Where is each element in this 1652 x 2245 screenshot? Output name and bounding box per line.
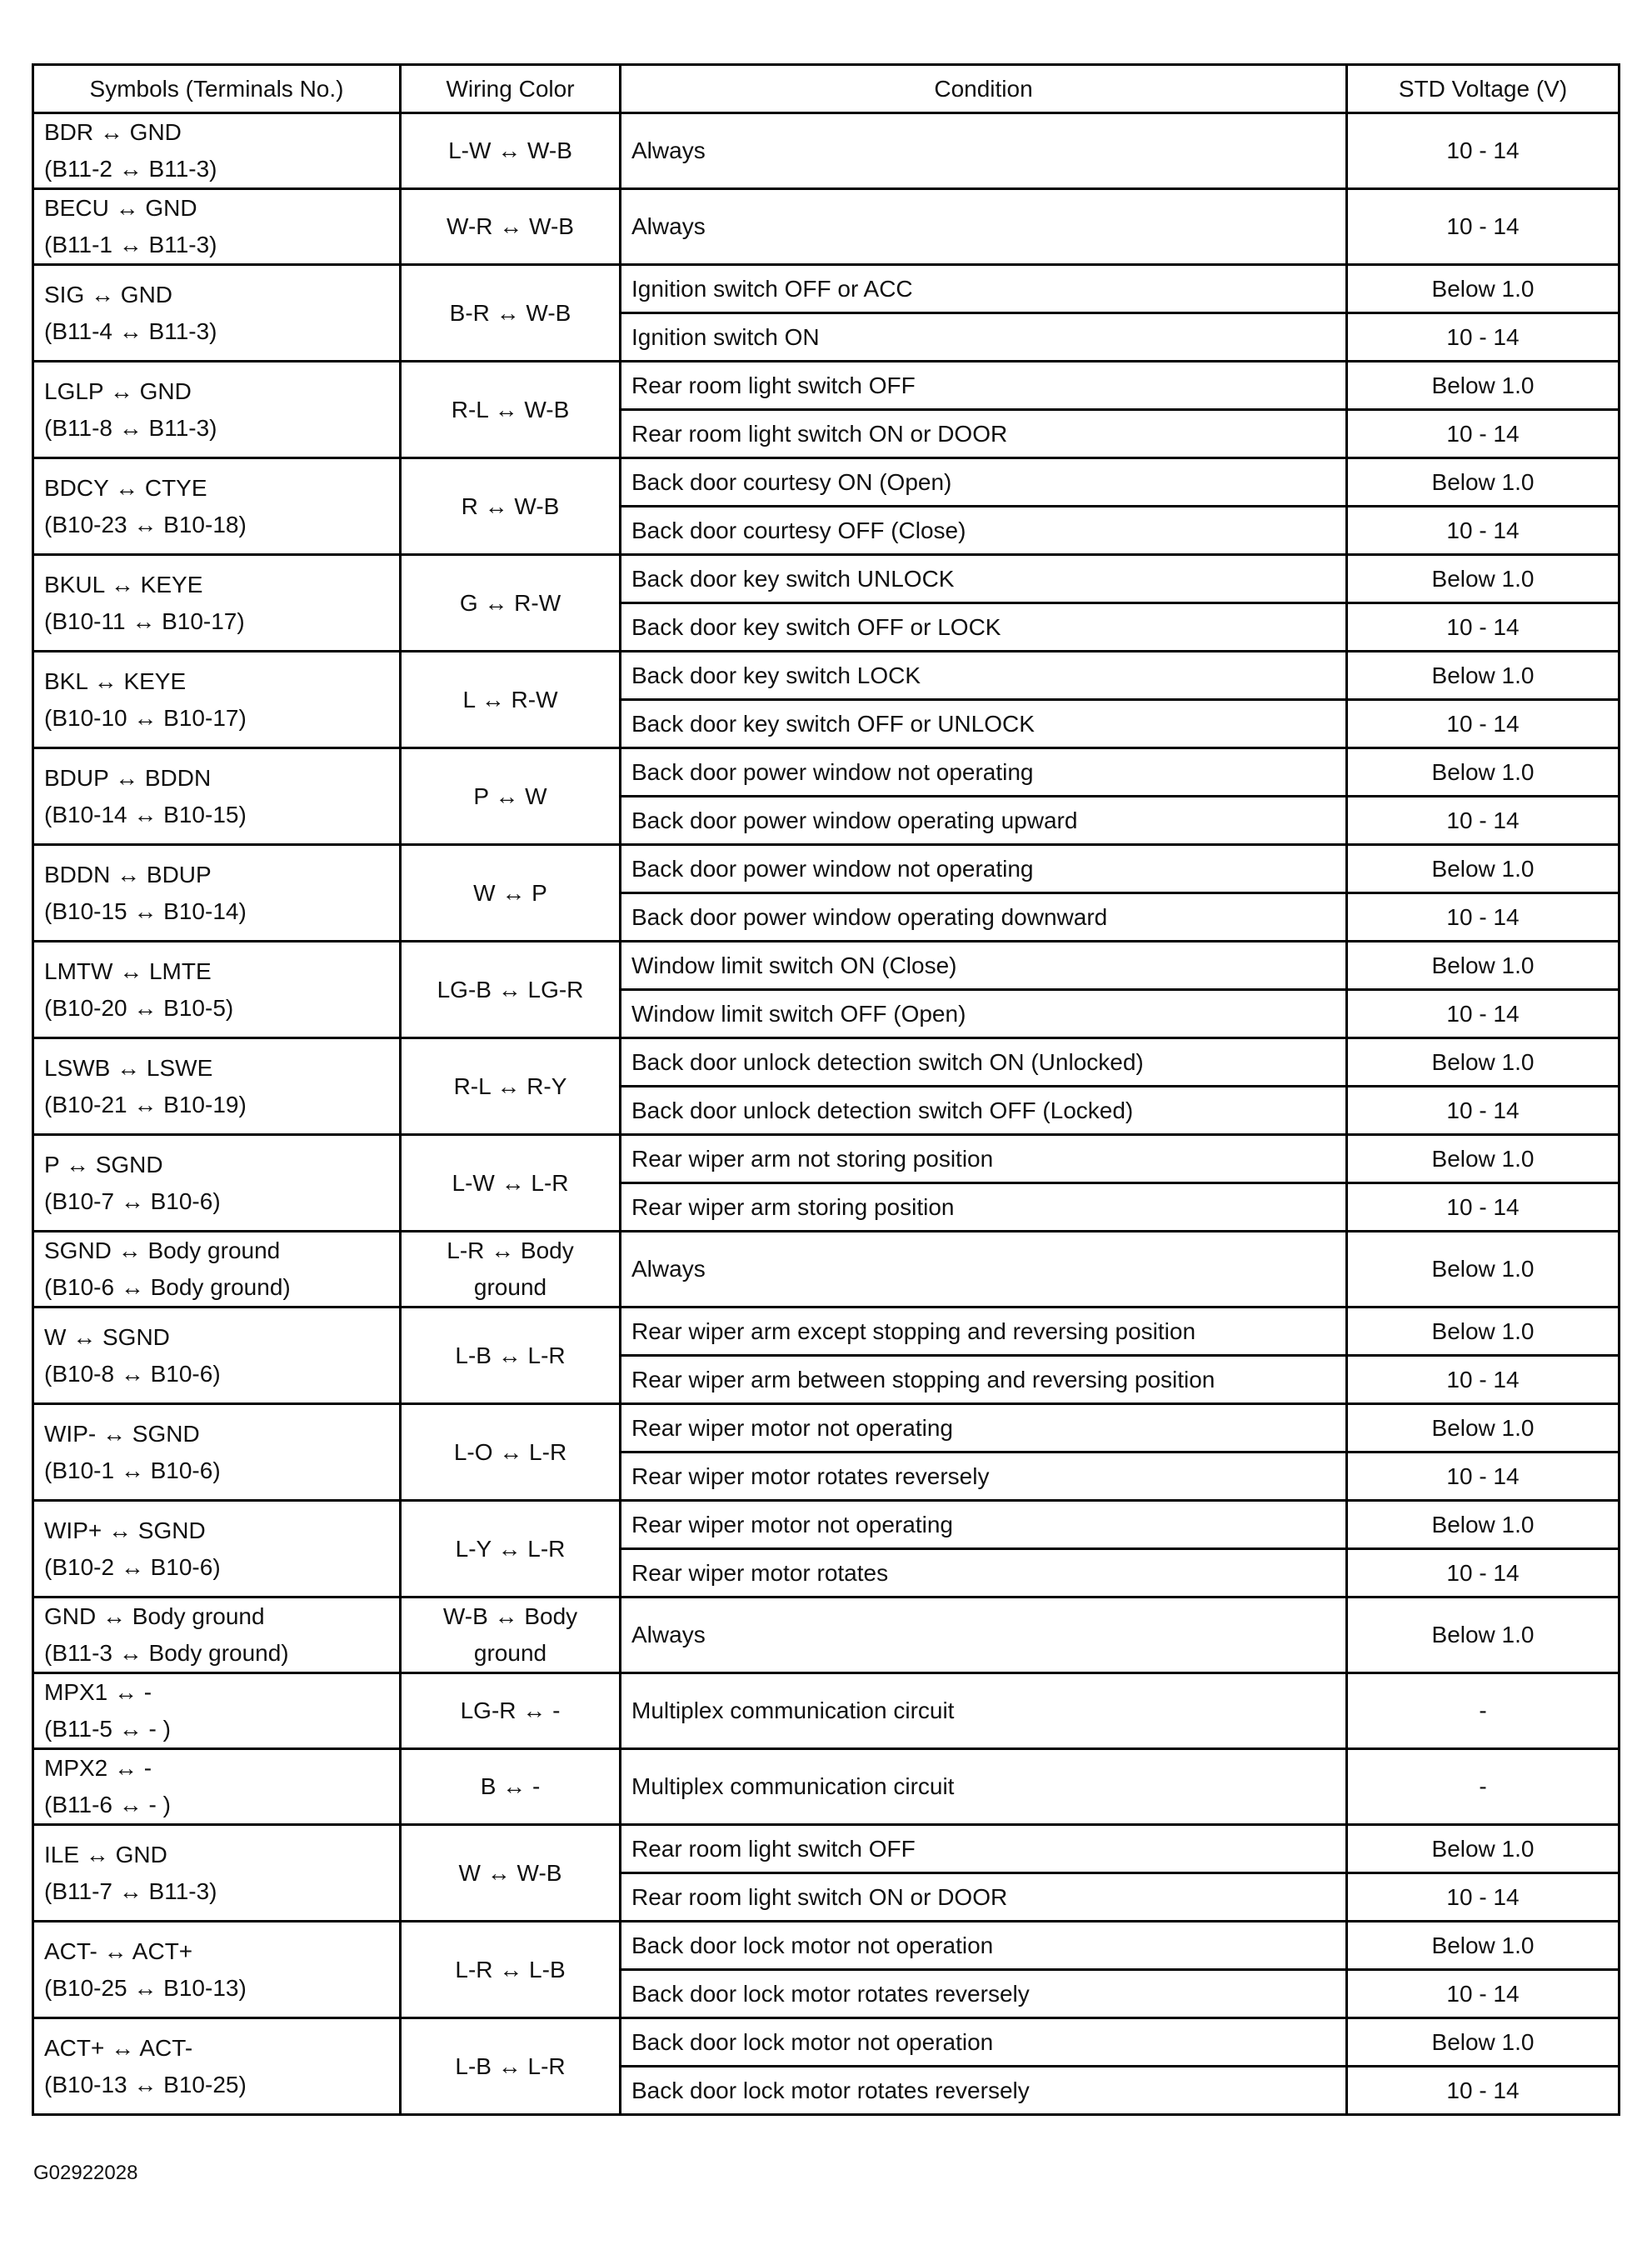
condition-cell: Back door power window not operating	[621, 845, 1347, 893]
condition-cell: Rear wiper motor not operating	[621, 1501, 1347, 1549]
table-row	[33, 113, 1620, 189]
wiring-color: W ↔ P	[473, 879, 547, 906]
wiring-color: W ↔ W-B	[458, 1859, 562, 1886]
wiring-color-cell	[401, 1038, 621, 1135]
symbol-name: ACT- ↔ ACT+	[44, 1938, 193, 1964]
table-row	[33, 652, 1620, 700]
std-voltage-cell: Below 1.0	[1347, 1922, 1620, 1970]
symbol-name: MPX2 ↔ -	[44, 1755, 152, 1781]
wiring-color-cell	[401, 1232, 621, 1308]
wiring-color: W-B ↔ Body	[442, 1603, 578, 1629]
terminal-numbers: (B11-2 ↔ B11-3)	[44, 156, 217, 182]
symbol-cell	[33, 113, 401, 189]
table-row	[33, 1501, 1620, 1549]
condition-cell: Back door courtesy ON (Open)	[621, 458, 1347, 507]
wiring-color-continued: ground	[473, 1274, 547, 1300]
table-row	[33, 555, 1620, 603]
wiring-color-cell	[401, 2018, 621, 2115]
symbol-name: BDCY ↔ CTYE	[44, 474, 207, 501]
condition-cell: Rear wiper motor rotates	[621, 1549, 1347, 1598]
table-body	[33, 113, 1620, 2115]
wiring-color-cell	[401, 845, 621, 942]
wiring-color: L-R ↔ L-B	[455, 1956, 566, 1982]
terminal-numbers: (B11-7 ↔ B11-3)	[44, 1878, 217, 1904]
symbol-cell	[33, 1038, 401, 1135]
wiring-color: L-R ↔ Body	[447, 1238, 574, 1263]
figure-id: G02922028	[33, 2162, 138, 2184]
std-voltage-cell: Below 1.0	[1347, 1308, 1620, 1356]
condition-cell: Rear wiper arm storing position	[621, 1183, 1347, 1232]
std-voltage-cell: Below 1.0	[1347, 942, 1620, 990]
header-row	[33, 65, 1620, 113]
std-voltage-cell: 10 - 14	[1347, 507, 1620, 555]
terminal-numbers: (B10-10 ↔ B10-17)	[44, 704, 247, 731]
std-voltage-cell: -	[1347, 1673, 1620, 1749]
terminal-numbers: (B11-1 ↔ B11-3)	[44, 232, 217, 258]
std-voltage-cell: Below 1.0	[1347, 555, 1620, 603]
symbol-name: BECU ↔ GND	[44, 195, 197, 221]
condition-cell: Rear wiper motor rotates reversely	[621, 1452, 1347, 1501]
wiring-color-cell	[401, 189, 621, 265]
std-voltage-cell: Below 1.0	[1347, 652, 1620, 700]
std-voltage-cell: -	[1347, 1749, 1620, 1825]
condition-cell: Back door key switch LOCK	[621, 652, 1347, 700]
condition-cell: Back door power window operating downward	[621, 893, 1347, 942]
std-voltage-cell: 10 - 14	[1347, 410, 1620, 458]
std-voltage-cell: Below 1.0	[1347, 2018, 1620, 2067]
header-wiring-color: Wiring Color	[401, 65, 621, 113]
symbol-name: WIP- ↔ SGND	[44, 1420, 200, 1447]
wiring-color: L-W ↔ L-R	[452, 1169, 569, 1196]
wiring-color-cell	[401, 1501, 621, 1598]
std-voltage-cell: 10 - 14	[1347, 113, 1620, 189]
wiring-color: R ↔ W-B	[461, 492, 560, 519]
condition-cell: Back door lock motor not operation	[621, 1922, 1347, 1970]
wiring-color: L-B ↔ L-R	[455, 1342, 566, 1368]
symbol-cell	[33, 362, 401, 458]
terminal-numbers: (B10-1 ↔ B10-6)	[44, 1457, 221, 1483]
condition-cell: Rear wiper arm except stopping and reversing position	[621, 1308, 1347, 1356]
symbol-cell	[33, 189, 401, 265]
std-voltage-cell: 10 - 14	[1347, 189, 1620, 265]
table-row	[33, 1135, 1620, 1183]
wiring-color-cell	[401, 1825, 621, 1922]
condition-cell: Rear wiper arm not storing position	[621, 1135, 1347, 1183]
wiring-color: B-R ↔ W-B	[449, 299, 571, 326]
std-voltage-cell: Below 1.0	[1347, 845, 1620, 893]
terminal-numbers: (B10-20 ↔ B10-5)	[44, 994, 234, 1021]
symbol-cell	[33, 2018, 401, 2115]
symbol-name: SGND ↔ Body ground	[44, 1238, 281, 1263]
condition-cell: Multiplex communication circuit	[621, 1749, 1347, 1825]
header-condition: Condition	[621, 65, 1347, 113]
wiring-color: R-L ↔ W-B	[451, 396, 570, 422]
std-voltage-cell: 10 - 14	[1347, 2067, 1620, 2115]
condition-cell: Rear room light switch ON or DOOR	[621, 410, 1347, 458]
wiring-color: G ↔ R-W	[459, 589, 561, 616]
terminal-numbers: (B10-11 ↔ B10-17)	[44, 608, 245, 634]
condition-cell: Rear room light switch OFF	[621, 1825, 1347, 1873]
condition-cell: Back door lock motor rotates reversely	[621, 1970, 1347, 2018]
std-voltage-cell: Below 1.0	[1347, 748, 1620, 797]
condition-cell: Window limit switch OFF (Open)	[621, 990, 1347, 1038]
std-voltage-cell: 10 - 14	[1347, 1087, 1620, 1135]
std-voltage-cell: 10 - 14	[1347, 797, 1620, 845]
terminal-numbers: (B10-21 ↔ B10-19)	[44, 1091, 247, 1118]
symbol-name: LGLP ↔ GND	[44, 378, 192, 404]
header-std-voltage: STD Voltage (V)	[1347, 65, 1620, 113]
symbol-cell	[33, 1922, 401, 2018]
symbol-name: BKL ↔ KEYE	[44, 668, 187, 694]
terminal-numbers: (B10-2 ↔ B10-6)	[44, 1553, 221, 1580]
std-voltage-cell: 10 - 14	[1347, 1873, 1620, 1922]
table-row	[33, 1404, 1620, 1452]
wiring-color: B ↔ -	[480, 1773, 541, 1799]
header-symbols: Symbols (Terminals No.)	[33, 65, 401, 113]
terminal-numbers: (B10-25 ↔ B10-13)	[44, 1974, 247, 2001]
wiring-color-cell	[401, 1135, 621, 1232]
std-voltage-cell: 10 - 14	[1347, 1183, 1620, 1232]
condition-cell: Back door power window operating upward	[621, 797, 1347, 845]
table-row	[33, 458, 1620, 507]
wiring-color: W-R ↔ W-B	[447, 213, 574, 239]
wiring-color-cell	[401, 362, 621, 458]
symbol-name: LSWB ↔ LSWE	[44, 1054, 213, 1081]
symbol-cell	[33, 265, 401, 362]
std-voltage-cell: Below 1.0	[1347, 1501, 1620, 1549]
terminal-numbers: (B10-14 ↔ B10-15)	[44, 801, 247, 828]
wiring-color: L-B ↔ L-R	[455, 2052, 566, 2079]
terminal-numbers: (B10-8 ↔ B10-6)	[44, 1360, 221, 1387]
wiring-color: L-O ↔ L-R	[453, 1438, 567, 1465]
condition-cell: Back door key switch UNLOCK	[621, 555, 1347, 603]
wiring-color-cell	[401, 555, 621, 652]
symbol-name: MPX1 ↔ -	[44, 1679, 152, 1705]
std-voltage-cell: Below 1.0	[1347, 1825, 1620, 1873]
wiring-color: LG-B ↔ LG-R	[437, 976, 584, 1002]
std-voltage-cell: 10 - 14	[1347, 893, 1620, 942]
symbol-name: BDR ↔ GND	[44, 119, 182, 145]
std-voltage-cell: Below 1.0	[1347, 1404, 1620, 1452]
wiring-color: LG-R ↔ -	[460, 1698, 561, 1723]
table-row	[33, 1922, 1620, 1970]
symbol-cell	[33, 1749, 401, 1825]
symbol-cell	[33, 1825, 401, 1922]
symbol-name: GND ↔ Body ground	[44, 1603, 265, 1629]
std-voltage-cell: Below 1.0	[1347, 1598, 1620, 1673]
table-row	[33, 2018, 1620, 2067]
std-voltage-cell: 10 - 14	[1347, 1452, 1620, 1501]
table-row	[33, 1232, 1620, 1308]
table-row	[33, 845, 1620, 893]
table-row	[33, 1749, 1620, 1825]
std-voltage-cell: Below 1.0	[1347, 1038, 1620, 1087]
symbol-cell	[33, 1135, 401, 1232]
std-voltage-cell: Below 1.0	[1347, 265, 1620, 313]
terminal-numbers: (B11-6 ↔ - )	[44, 1792, 171, 1818]
symbol-cell	[33, 845, 401, 942]
terminal-numbers: (B10-6 ↔ Body ground)	[44, 1274, 291, 1300]
condition-cell: Rear room light switch ON or DOOR	[621, 1873, 1347, 1922]
symbol-cell	[33, 555, 401, 652]
std-voltage-cell: 10 - 14	[1347, 990, 1620, 1038]
condition-cell: Back door key switch OFF or LOCK	[621, 603, 1347, 652]
symbol-cell	[33, 748, 401, 845]
condition-cell: Back door courtesy OFF (Close)	[621, 507, 1347, 555]
wiring-color: L-Y ↔ L-R	[455, 1535, 566, 1562]
wiring-color-cell	[401, 265, 621, 362]
terminal-numbers: (B11-5 ↔ - )	[44, 1716, 171, 1742]
table-row	[33, 1673, 1620, 1749]
table-row	[33, 942, 1620, 990]
std-voltage-cell: 10 - 14	[1347, 1970, 1620, 2018]
symbol-cell	[33, 1598, 401, 1673]
wiring-color-cell	[401, 1749, 621, 1825]
terminal-numbers: (B10-23 ↔ B10-18)	[44, 511, 247, 538]
condition-cell: Back door unlock detection switch ON (Unlocked)	[621, 1038, 1347, 1087]
condition-cell: Always	[621, 113, 1347, 189]
condition-cell: Always	[621, 189, 1347, 265]
condition-cell: Ignition switch OFF or ACC	[621, 265, 1347, 313]
condition-cell: Always	[621, 1232, 1347, 1308]
wiring-color-cell	[401, 748, 621, 845]
condition-cell: Back door key switch OFF or UNLOCK	[621, 700, 1347, 748]
condition-cell: Back door lock motor not operation	[621, 2018, 1347, 2067]
wiring-color-cell	[401, 113, 621, 189]
symbol-cell	[33, 942, 401, 1038]
condition-cell: Multiplex communication circuit	[621, 1673, 1347, 1749]
std-voltage-cell: Below 1.0	[1347, 1232, 1620, 1308]
condition-cell: Back door lock motor rotates reversely	[621, 2067, 1347, 2115]
wiring-color-cell	[401, 652, 621, 748]
symbol-cell	[33, 1232, 401, 1308]
table-row	[33, 1825, 1620, 1873]
symbol-name: ILE ↔ GND	[44, 1841, 167, 1868]
wiring-color-cell	[401, 1922, 621, 2018]
wiring-color-cell	[401, 1308, 621, 1404]
std-voltage-cell: 10 - 14	[1347, 700, 1620, 748]
table-row	[33, 1038, 1620, 1087]
condition-cell: Window limit switch ON (Close)	[621, 942, 1347, 990]
symbol-name: ACT+ ↔ ACT-	[44, 2034, 193, 2061]
condition-cell: Rear room light switch OFF	[621, 362, 1347, 410]
terminal-numbers: (B11-3 ↔ Body ground)	[44, 1640, 289, 1666]
condition-cell: Ignition switch ON	[621, 313, 1347, 362]
table-row	[33, 1598, 1620, 1673]
table-row	[33, 265, 1620, 313]
symbol-name: BDUP ↔ BDDN	[44, 764, 212, 791]
symbol-name: P ↔ SGND	[44, 1151, 163, 1178]
wiring-color-cell	[401, 1404, 621, 1501]
symbol-cell	[33, 652, 401, 748]
wiring-color-cell	[401, 942, 621, 1038]
symbol-cell	[33, 1673, 401, 1749]
terminal-numbers: (B11-8 ↔ B11-3)	[44, 414, 217, 441]
table-row	[33, 748, 1620, 797]
terminal-numbers: (B10-15 ↔ B10-14)	[44, 898, 247, 924]
condition-cell: Rear wiper arm between stopping and reversing position	[621, 1356, 1347, 1404]
terminal-numbers: (B11-4 ↔ B11-3)	[44, 318, 217, 344]
symbol-cell	[33, 1501, 401, 1598]
std-voltage-cell: Below 1.0	[1347, 362, 1620, 410]
symbol-name: W ↔ SGND	[44, 1323, 170, 1350]
condition-cell: Rear wiper motor not operating	[621, 1404, 1347, 1452]
wiring-color: P ↔ W	[473, 782, 547, 809]
terminal-numbers: (B10-7 ↔ B10-6)	[44, 1188, 221, 1214]
wiring-color: L-W ↔ W-B	[448, 138, 572, 163]
std-voltage-cell: 10 - 14	[1347, 1549, 1620, 1598]
wiring-color: L ↔ R-W	[462, 686, 558, 712]
wiring-color-cell	[401, 1673, 621, 1749]
table-row	[33, 362, 1620, 410]
wiring-color: R-L ↔ R-Y	[453, 1072, 567, 1099]
wiring-color-cell	[401, 1598, 621, 1673]
std-voltage-cell: 10 - 14	[1347, 603, 1620, 652]
symbol-cell	[33, 1404, 401, 1501]
symbol-name: BKUL ↔ KEYE	[44, 571, 203, 598]
std-voltage-cell: 10 - 14	[1347, 313, 1620, 362]
symbol-name: WIP+ ↔ SGND	[44, 1517, 206, 1543]
std-voltage-cell: 10 - 14	[1347, 1356, 1620, 1404]
table-row	[33, 189, 1620, 265]
table-row	[33, 1308, 1620, 1356]
std-voltage-cell: Below 1.0	[1347, 1135, 1620, 1183]
std-voltage-cell: Below 1.0	[1347, 458, 1620, 507]
terminal-voltage-table	[32, 63, 1620, 2116]
symbol-cell	[33, 1308, 401, 1404]
condition-cell: Always	[621, 1598, 1347, 1673]
wiring-color-continued: ground	[473, 1640, 547, 1666]
condition-cell: Back door unlock detection switch OFF (Locked)	[621, 1087, 1347, 1135]
symbol-name: LMTW ↔ LMTE	[44, 958, 212, 984]
symbol-name: BDDN ↔ BDUP	[44, 861, 212, 888]
symbol-cell	[33, 458, 401, 555]
symbol-name: SIG ↔ GND	[44, 281, 173, 308]
condition-cell: Back door power window not operating	[621, 748, 1347, 797]
wiring-color-cell	[401, 458, 621, 555]
terminal-numbers: (B10-13 ↔ B10-25)	[44, 2071, 247, 2098]
